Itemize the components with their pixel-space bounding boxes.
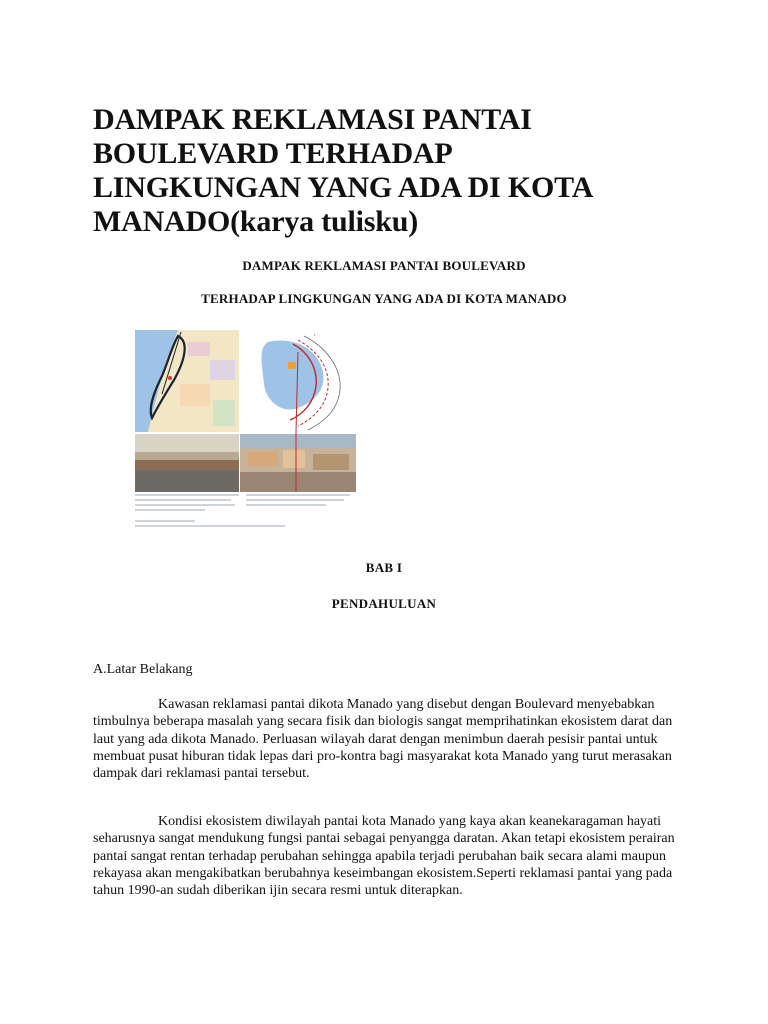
subtitle-line-1: DAMPAK REKLAMASI PANTAI BOULEVARD xyxy=(242,258,526,273)
caption-line-9 xyxy=(135,525,285,527)
caption-line-7 xyxy=(246,504,326,506)
photo-left-shore xyxy=(135,460,239,470)
photo-right-ground xyxy=(240,472,356,492)
subtitle-line-2: TERHADAP LINGKUNGAN YANG ADA DI KOTA MANADO xyxy=(201,291,567,306)
caption-line-1 xyxy=(135,494,239,496)
photo-right-sky xyxy=(240,434,356,448)
title-line-2: BOULEVARD TERHADAP xyxy=(93,137,453,170)
map-left-zone-2 xyxy=(210,360,235,380)
map-left-zone-1 xyxy=(188,342,210,356)
map-left-zone-4 xyxy=(213,400,235,426)
map-left-zone-3 xyxy=(180,384,210,406)
caption-line-4 xyxy=(135,509,205,511)
photo-right-building-2 xyxy=(283,450,305,468)
photo-left-sea xyxy=(135,470,239,492)
title-line-4-suffix: (karya tulisku) xyxy=(230,205,418,238)
chapter-title: PENDAHULUAN xyxy=(331,596,437,611)
title-line-4-prefix: MANADO xyxy=(93,205,231,238)
page-title xyxy=(93,103,653,239)
reclamation-figure-image xyxy=(118,322,363,547)
caption-line-8 xyxy=(135,520,195,522)
chapter-label: BAB I xyxy=(365,560,403,575)
caption-line-2 xyxy=(135,499,231,501)
photo-right-building-3 xyxy=(313,454,349,470)
map-right-label-top: • xyxy=(314,332,316,337)
reclamation-figure xyxy=(118,322,363,547)
photo-left-sky xyxy=(135,434,239,452)
photo-right-building-1 xyxy=(248,452,278,466)
paragraph-2: Kondisi ekosistem diwilayah pantai kota Manado yang kaya akan keanekaragaman hayati seharusnya sangat mendukung fungsi pantai sebagai penyangga daratan. Akan tetapi ekosistem perairan pantai sangat rentan terhadap perubahan sehingga apabila terjadi perubahan baik secara alami maupun rekayasa akan mengakibatkan berubahnya keseimbangan ekosistem.Seperti reklamasi pantai yang pada tahun 1990-an sudah diberikan ijin secara resmi untuk diterapkan. xyxy=(93,814,675,899)
title-line-1: DAMPAK REKLAMASI PANTAI xyxy=(93,103,532,136)
title-line-3: LINGKUNGAN YANG ADA DI KOTA xyxy=(93,171,594,204)
section-heading: A.Latar Belakang xyxy=(93,662,193,677)
map-left-marker xyxy=(168,376,172,380)
reclaim-zone-marker xyxy=(288,362,296,369)
caption-line-3 xyxy=(135,504,235,506)
caption-line-5 xyxy=(246,494,350,496)
paragraph-1: Kawasan reklamasi pantai dikota Manado yang disebut dengan Boulevard menyebabkan timbulnya beberapa masalah yang secara fisik dan biologis sangat memprihatinkan ekosistem darat dan laut yang ada dikota Manado. Perluasan wilayah darat dengan menimbun daerah pesisir pantai untuk membuat pusat hiburan tidak lepas dari pro-kontra bagi masyarakat kota Manado yang turut merasakan dampak dari reklamasi pantai tersebut. xyxy=(93,697,673,782)
caption-line-6 xyxy=(246,499,344,501)
title-line-4 xyxy=(93,205,653,239)
